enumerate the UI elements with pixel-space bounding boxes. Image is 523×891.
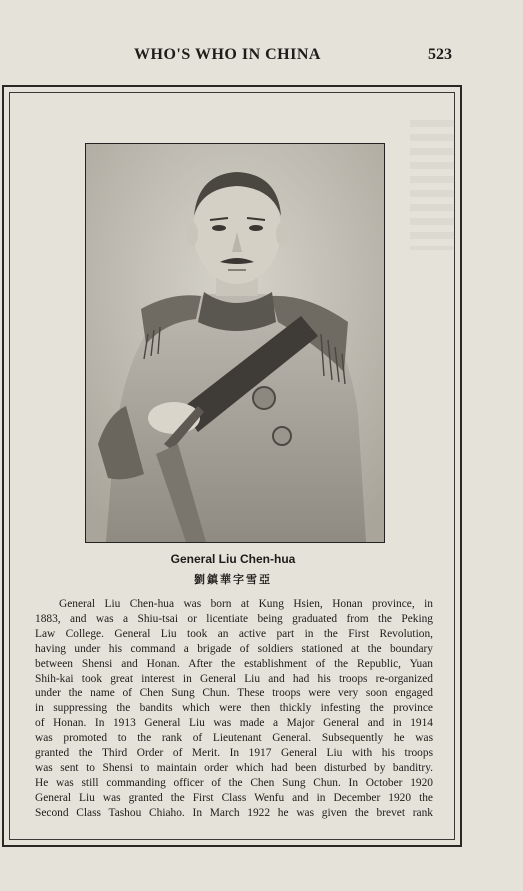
portrait-illustration <box>86 144 384 542</box>
bio-line: General Liu was granted the First Class Wenfu and in December 1920 the <box>35 791 433 804</box>
bio-line: was sent to Shensi to maintain order which had been disturbed by banditry. <box>35 761 433 774</box>
bio-line: in suppressing the bandits which were then thickly infesting the province <box>35 702 433 715</box>
portrait-caption: General Liu Chen-hua <box>170 552 296 566</box>
bio-line: of Honan. In 1913 General Liu was made a Major General and in 1914 <box>35 717 433 730</box>
biography-text <box>35 597 433 821</box>
bio-line: 1883, and was a Shiu-tsai or licentiate being graduated from the Peking <box>35 612 433 625</box>
bio-line: General Liu Chen-hua was born at Kung Hsien, Honan province, in <box>59 598 433 610</box>
bio-line: granted the Third Order of Merit. In 1917 General Liu with his troops <box>35 747 433 760</box>
portrait-caption-chinese: 劉鎮華字雪亞 <box>194 573 272 586</box>
portrait-photo <box>85 143 385 543</box>
bio-line: Law College. General Liu took an active part in the First Revolution, <box>35 627 433 640</box>
bio-line: was promoted to the rank of Lieutenant General. Subsequently he was <box>35 732 433 745</box>
show-through-text <box>410 120 455 250</box>
bio-line: under the name of Chen Sung Chun. These troops were very soon engaged <box>35 687 433 700</box>
bio-line: between Shensi and Honan. After the establishment of the Republic, Yuan <box>35 657 433 670</box>
page-number: 523 <box>428 46 452 63</box>
bio-line: Second Class Tashou Chiaho. In March 1922 he was given the brevet rank <box>35 806 433 819</box>
bio-line: Shih-kai took great interest in General Liu and had his troops re-organized <box>35 672 433 685</box>
bio-line: having under his command a brigade of soldiers stationed at the boundary <box>35 642 433 655</box>
bio-line: He was still commanding officer of the Chen Sung Chun. In October 1920 <box>35 776 433 789</box>
page-header <box>0 46 523 70</box>
running-title: WHO'S WHO IN CHINA <box>134 46 321 63</box>
